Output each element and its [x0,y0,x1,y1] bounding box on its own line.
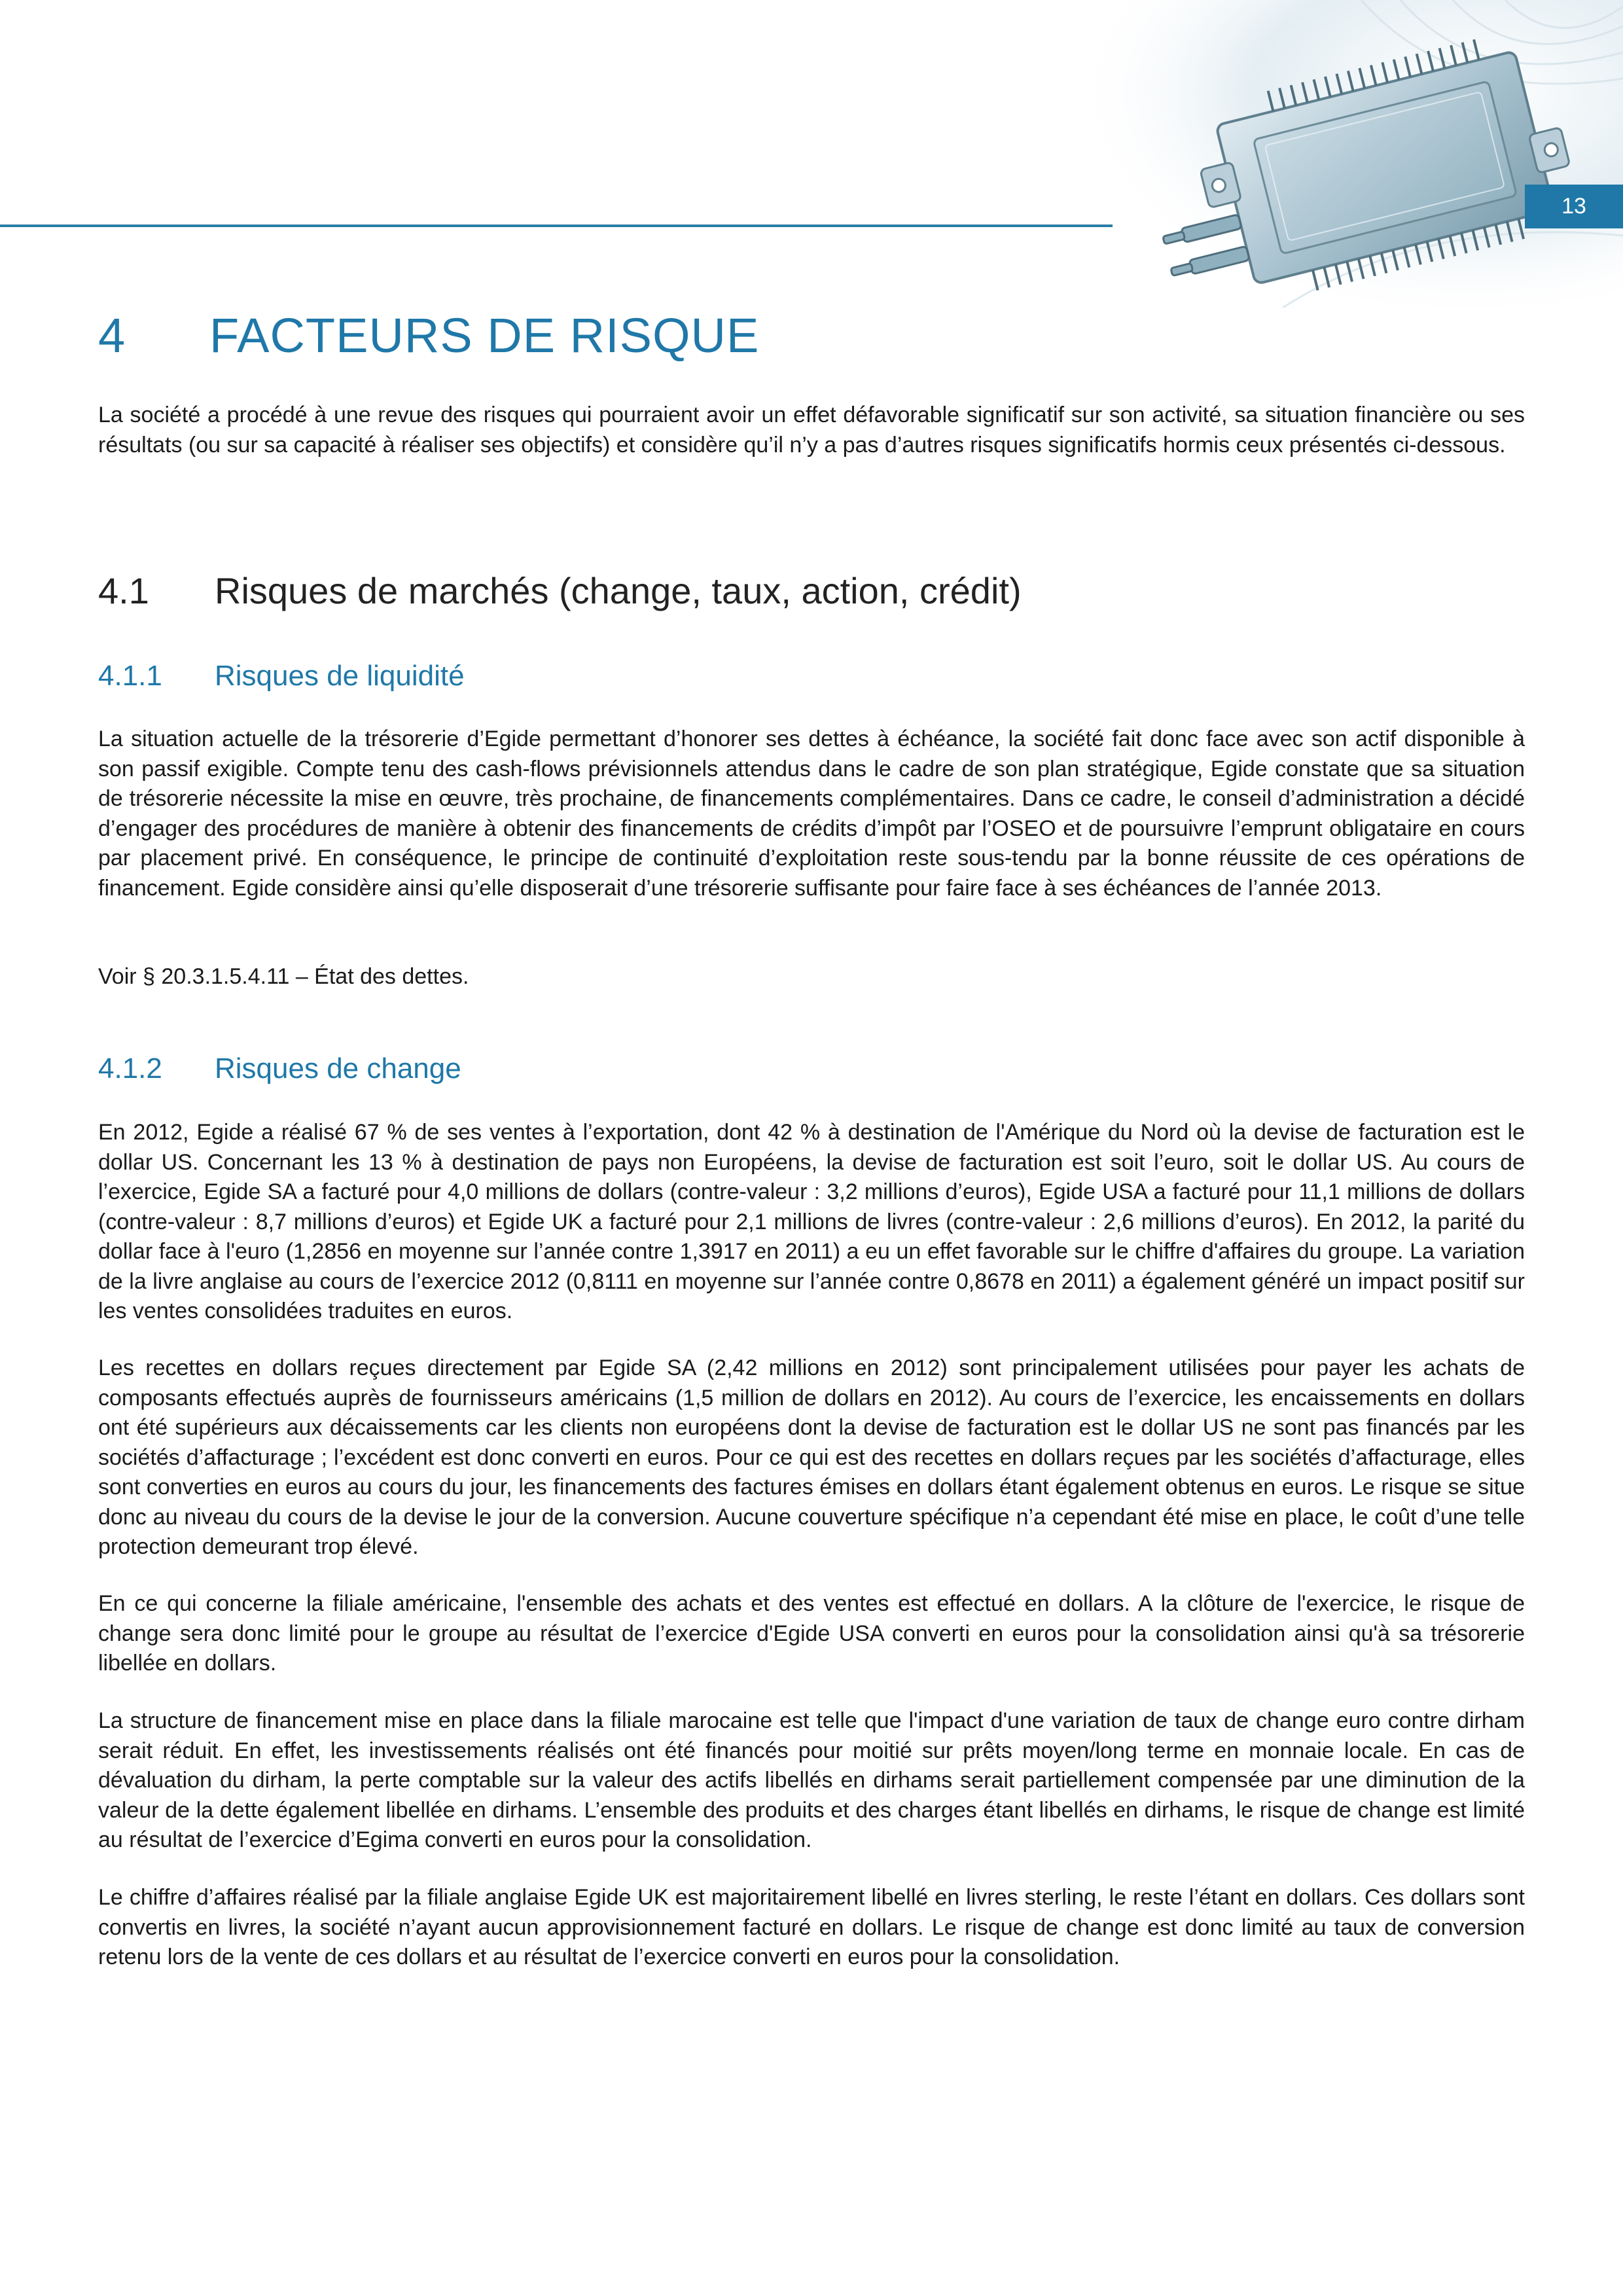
paragraph: En 2012, Egide a réalisé 67 % de ses ventes à l’exportation, dont 42 % à destination de l'Amérique du Nord où la devise de facturation est le dollar US. Concernant les 13 % à destination de pays non Européens, la devise de facturation est soit l’euro, soit le dollar US. Au cours de l’exercice, Egide SA a facturé pour 4,0 millions de dollars (contre-valeur : 3,2 millions d’euros), Egide USA a facturé pour 11,1 millions de dollars (contre-valeur : 8,7 millions d’euros) et Egide UK a facturé pour 2,1 millions de livres (contre-valeur : 2,6 millions d’euros). En 2012, la parité du dollar face à l'euro (1,2856 en moyenne sur l’année contre 1,3917 en 2011) a eu un effet favorable sur le chiffre d'affaires du groupe. La variation de la livre anglaise au cours de l’exercice 2012 (0,8111 en moyenne sur l’année contre 0,8678 en 2011) a également généré un impact positif sur les ventes consolidées traduites en euros. [98,1120,1525,1323]
paragraph: Le chiffre d’affaires réalisé par la filiale anglaise Egide UK est majoritairement libellé en livres sterling, le reste l’étant en dollars. Ces dollars sont convertis en livres, la société n’ayant aucun approvisionnement facturé en dollars. Le risque de change est donc limité au taux de conversion retenu lors de la vente de ces dollars et au résultat de l’exercice converti en euros pour la consolidation. [98,1885,1525,1969]
subsection-heading-4-1-1 [98,660,465,692]
paragraph: En ce qui concerne la filiale américaine, l'ensemble des achats et des ventes est effectué en dollars. A la clôture de l'exercice, le risque de change sera donc limité pour le groupe au résultat de l’exercice d'Egide USA converti en euros pour la consolidation ainsi qu'à sa trésorerie libellée en dollars. [98,1591,1525,1676]
section-number: 4.1 [98,570,149,611]
paragraph: La structure de financement mise en place dans la filiale marocaine est telle que l'impact d'une variation de taux de change euro contre dirham serait réduit. En effet, les investissements réalisés ont été financés pour moitié sur prêts moyen/long terme en monnaie locale. En cas de dévaluation du dirham, la perte comptable sur la valeur des actifs libellés en dirhams serait partiellement compensée par une diminution de la valeur de la dette également libellée en dirhams. L’ensemble des produits et des charges étant libellés en dirhams, le risque de change est limité au résultat de l’exercice d’Egima converti en euros pour la consolidation. [98,1708,1525,1852]
section-title: Risques de marchés (change, taux, action, crédit) [215,570,1022,611]
section-heading-4-1 [98,569,1022,612]
paragraph: Les recettes en dollars reçues directement par Egide SA (2,42 millions en 2012) sont principalement utilisées pour payer les achats de composants effectués auprès de fournisseurs américains (1,5 million de dollars en 2012). Au cours de l’exercice, les encaissements en dollars ont été supérieurs aux décaissements car les clients non européens dont la devise de facturation est le dollar US ne sont pas financés par les sociétés d’affacturage ; l’excédent est donc converti en euros. Pour ce qui est des recettes en dollars reçues par les sociétés d’affacturage, elles sont converties en euros au cours du jour, les financements des factures émises en dollars étant également obtenus en euros. Le risque se situe donc au niveau du cours de la devise le jour de la conversion. Aucune couverture spécifique n’a cependant été mise en place, le coût d’une telle protection demeurant trop élevé. [98,1355,1525,1559]
subsection-number: 4.1.2 [98,1052,162,1085]
header-rule [0,224,1113,227]
subsection-title: Risques de change [215,1052,461,1085]
chapter-title: FACTEURS DE RISQUE [209,308,760,363]
subsection-number: 4.1.1 [98,660,162,692]
paragraph-reference: Voir § 20.3.1.5.4.11 – État des dettes. [98,964,469,989]
subsection-title: Risques de liquidité [215,660,465,692]
chapter-heading [98,308,759,363]
subsection-heading-4-1-2 [98,1052,461,1085]
electronic-package-image [1086,0,1623,308]
chapter-number: 4 [98,308,126,363]
paragraph: La situation actuelle de la trésorerie d’Egide permettant d’honorer ses dettes à échéance, la société fait donc face avec son actif disponible à son passif exigible. Compte tenu des cash-flows prévisionnels attendus dans le cadre de son plan stratégique, Egide constate que sa situation de trésorerie nécessite la mise en œuvre, très prochaine, de financements complémentaires. Dans ce cadre, le conseil d’administration a décidé d’engager des procédures de manière à obtenir des financements de crédits d’impôt par l’OSEO et de poursuivre l’emprunt obligataire en cours par placement privé. En conséquence, le principe de continuité d’exploitation reste sous-tendu par la bonne réussite de ces opérations de financement. Egide considère ainsi qu’elle disposerait d’une trésorerie suffisante pour faire face à ses échéances de l’année 2013. [98,726,1525,901]
page-number: 13 [1525,185,1623,228]
intro-paragraph: La société a procédé à une revue des risques qui pourraient avoir un effet défavorable significatif sur son activité, sa situation financière ou ses résultats (ou sur sa capacité à réaliser ses objectifs) et considère qu’il n’y a pas d’autres risques significatifs hormis ceux présentés ci-dessous. [98,403,1525,457]
